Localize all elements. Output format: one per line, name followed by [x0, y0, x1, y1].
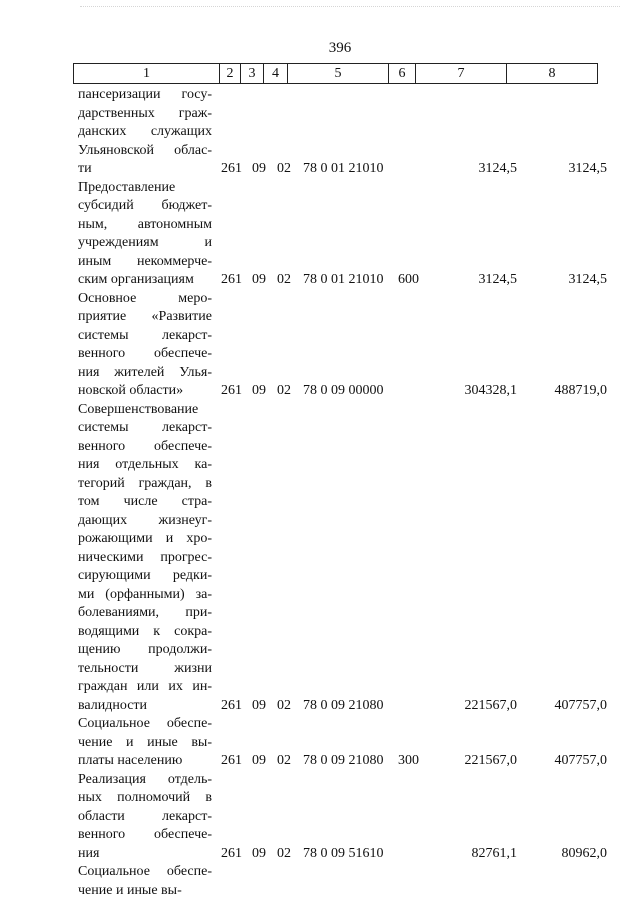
- row-values: [0, 882, 640, 901]
- row-values: [0, 271, 640, 290]
- description-line: субсидий бюджет-: [78, 198, 212, 213]
- description-line: Ульяновской облас-: [78, 142, 212, 158]
- section-code: 09: [252, 272, 266, 287]
- description-line: венного обеспече-: [78, 827, 212, 842]
- description-line: Совершенствование: [78, 401, 199, 417]
- description-line: тельности жизни: [78, 660, 212, 676]
- description-line: данских служащих: [78, 124, 212, 139]
- column-header-5: 5: [288, 64, 389, 84]
- amount-column-8: 3124,5: [568, 161, 607, 176]
- column-header-4: 4: [264, 64, 288, 84]
- description-line: том числе стра-: [78, 494, 212, 509]
- target-article-code: 78 0 01 21010: [303, 161, 384, 176]
- section-code: 09: [252, 845, 266, 861]
- row-values: [0, 697, 640, 716]
- description-line: чение и иные вы-: [78, 734, 212, 750]
- column-header-8: 8: [507, 64, 598, 84]
- amount-column-8: 407757,0: [554, 697, 607, 713]
- column-header-table: [73, 63, 598, 84]
- amount-column-7: 304328,1: [464, 383, 517, 398]
- description-line: Реализация отдель-: [78, 771, 212, 787]
- page-number: 396: [328, 40, 352, 56]
- target-article-code: 78 0 09 00000: [303, 383, 384, 398]
- expense-type-code: 600: [398, 272, 419, 287]
- amount-column-7: 221567,0: [464, 753, 517, 768]
- row-description: [78, 401, 212, 716]
- description-line: области лекарст-: [78, 808, 212, 824]
- description-line: иным некоммерче-: [78, 253, 212, 269]
- subsection-code: 02: [277, 383, 291, 398]
- section-code: 09: [252, 383, 266, 398]
- description-line: рожающими и хро-: [78, 531, 212, 546]
- description-line: приятие «Развитие: [78, 309, 212, 324]
- description-line: ния: [78, 845, 100, 861]
- description-line: пансеризации госу-: [78, 87, 212, 102]
- description-line: водящими к сокра-: [78, 623, 212, 639]
- description-line: Социальное обеспе-: [78, 716, 212, 731]
- budget-table-body: [0, 86, 640, 900]
- amount-column-7: 82761,1: [471, 845, 517, 861]
- description-line: ния жителей Улья-: [78, 364, 212, 380]
- description-line: Предоставление: [78, 179, 176, 195]
- description-line: валидности: [78, 697, 148, 713]
- amount-column-7: 3124,5: [478, 272, 517, 287]
- column-header-7: 7: [416, 64, 507, 84]
- description-line: ным, автономным: [78, 216, 212, 232]
- table-row: [0, 863, 640, 900]
- description-line: системы лекарст-: [78, 327, 212, 343]
- column-header-1: 1: [74, 64, 220, 84]
- description-line: Социальное обеспе-: [78, 864, 212, 879]
- target-article-code: 78 0 01 21010: [303, 272, 384, 287]
- description-line: ных полномочий в: [78, 790, 212, 805]
- expense-type-code: 300: [398, 753, 419, 768]
- description-line: новской области»: [78, 383, 184, 398]
- ministry-code: 261: [221, 383, 242, 398]
- ministry-code: 261: [221, 753, 242, 768]
- amount-column-8: 488719,0: [554, 383, 607, 398]
- row-values: [0, 752, 640, 771]
- description-line: системы лекарст-: [78, 420, 212, 435]
- description-line: чение и иные вы-: [78, 882, 182, 898]
- description-line: ния отдельных ка-: [78, 457, 212, 472]
- subsection-code: 02: [277, 697, 291, 713]
- description-line: граждан или их ин-: [78, 679, 212, 694]
- column-header-3: 3: [241, 64, 264, 84]
- description-line: дарственных граж-: [78, 105, 212, 121]
- ministry-code: 261: [221, 272, 242, 287]
- description-line: ническими прогрес-: [78, 549, 212, 565]
- table-row: [0, 86, 640, 179]
- amount-column-8: 407757,0: [554, 753, 607, 768]
- table-row: [0, 401, 640, 716]
- description-line: болеваниями, при-: [78, 605, 212, 620]
- description-line: венного обеспече-: [78, 438, 212, 454]
- description-line: ми (орфанными) за-: [78, 586, 212, 602]
- row-values: [0, 845, 640, 864]
- section-code: 09: [252, 161, 266, 176]
- section-code: 09: [252, 697, 266, 713]
- description-line: щению продолжи-: [78, 642, 212, 657]
- target-article-code: 78 0 09 21080: [303, 753, 384, 768]
- description-line: дающих жизнеуг-: [78, 512, 212, 528]
- description-line: тегорий граждан, в: [78, 475, 212, 491]
- description-line: Основное меро-: [78, 290, 212, 306]
- column-header-2: 2: [220, 64, 241, 84]
- subsection-code: 02: [277, 753, 291, 768]
- subsection-code: 02: [277, 272, 291, 287]
- section-code: 09: [252, 753, 266, 768]
- amount-column-8: 3124,5: [568, 272, 607, 287]
- row-values: [0, 160, 640, 179]
- description-line: венного обеспече-: [78, 346, 212, 361]
- subsection-code: 02: [277, 161, 291, 176]
- amount-column-7: 3124,5: [478, 161, 517, 176]
- target-article-code: 78 0 09 51610: [303, 845, 384, 861]
- amount-column-7: 221567,0: [464, 697, 517, 713]
- subsection-code: 02: [277, 845, 291, 861]
- description-line: учреждениям и: [78, 235, 212, 250]
- ministry-code: 261: [221, 161, 242, 176]
- description-line: ским организациям: [78, 272, 194, 287]
- description-line: платы населению: [78, 753, 183, 768]
- target-article-code: 78 0 09 21080: [303, 697, 384, 713]
- ministry-code: 261: [221, 697, 242, 713]
- ministry-code: 261: [221, 845, 242, 861]
- scan-artifact-line: [80, 6, 620, 9]
- table-row: [0, 771, 640, 864]
- description-line: сирующими редки-: [78, 568, 212, 583]
- column-header-row: [74, 64, 598, 84]
- table-row: [0, 290, 640, 401]
- table-row: [0, 179, 640, 290]
- description-line: ти: [78, 161, 92, 176]
- column-header-6: 6: [389, 64, 416, 84]
- row-values: [0, 382, 640, 401]
- table-row: [0, 715, 640, 771]
- amount-column-8: 80962,0: [561, 845, 607, 861]
